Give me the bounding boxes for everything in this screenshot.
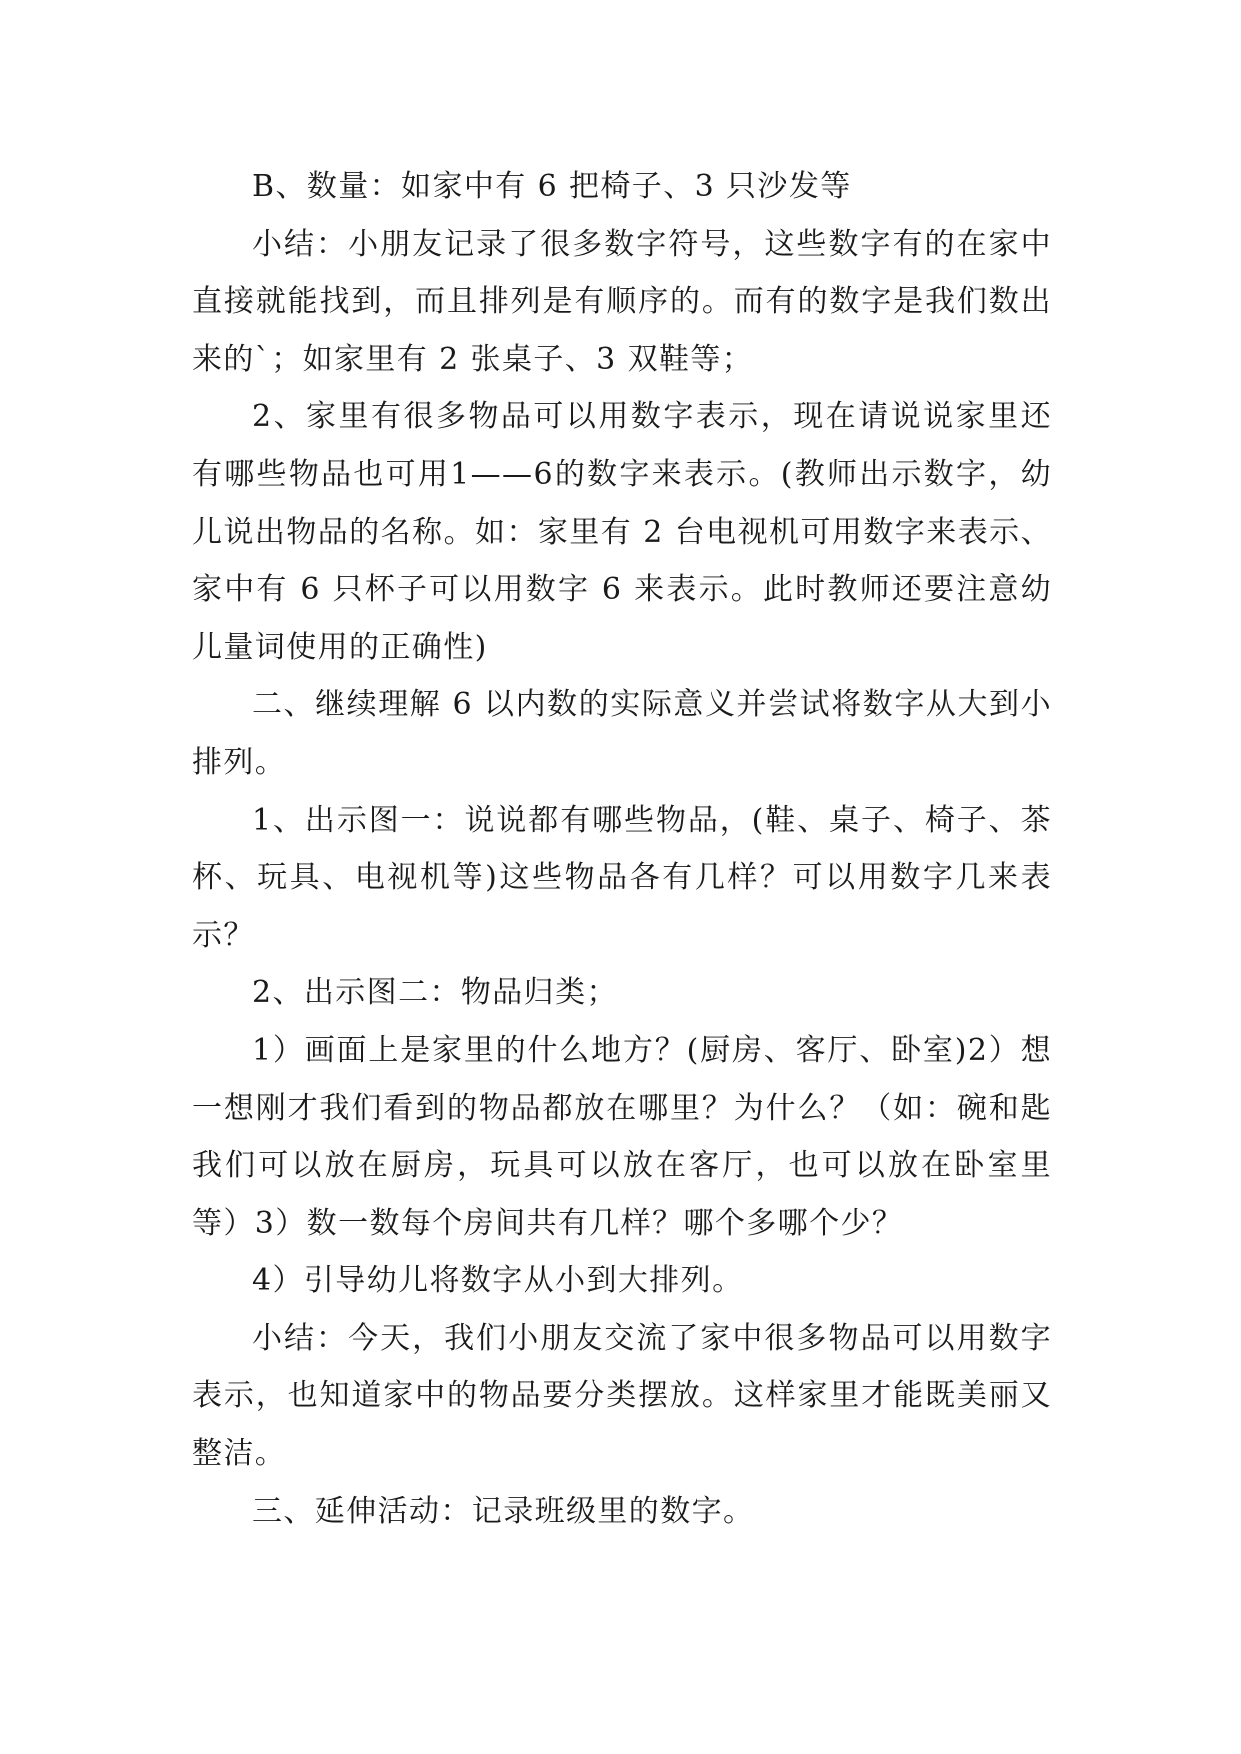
paragraph-figure-1: 1、出示图一：说说都有哪些物品，(鞋、桌子、椅子、茶杯、玩具、电视机等)这些物品各有几样？可以用数字几来表示？ <box>192 802 1052 953</box>
paragraph-ordering: 4）引导幼儿将数字从小到大排列。 <box>252 1263 744 1299</box>
paragraph-questions: 1）画面上是家里的什么地方？(厨房、客厅、卧室)2）想一想刚才我们看到的物品都放在哪里？为什么？（如：碗和匙我们可以放在厨房，玩具可以放在客厅，也可以放在卧室里等）3）数一数每个房间共有几样？哪个多哪个少？ <box>192 1032 1052 1241</box>
paragraph-section-3: 三、延伸活动：记录班级里的数字。 <box>252 1493 755 1529</box>
paragraph-summary-1: 小结：小朋友记录了很多数字符号，这些数字有的在家中直接就能找到，而且排列是有顺序的。而有的数字是我们数出来的`；如家里有 2 张桌子、3 双鞋等； <box>192 226 1052 377</box>
paragraph-quantity: B、数量：如家中有 6 把椅子、3 只沙发等 <box>252 169 852 204</box>
paragraph-step-2: 2、家里有很多物品可以用数字表示，现在请说说家里还有哪些物品也可用1——6的数字来表示。(教师出示数字，幼儿说出物品的名称。如：家里有 2 台电视机可用数字来表示、家中有 6 只杯子可以用数字 6 来表示。此时教师还要注意幼儿量词使用的正确性) <box>192 399 1052 665</box>
document-body <box>192 158 1052 1540</box>
paragraph-section-2: 二、继续理解 6 以内数的实际意义并尝试将数字从大到小排列。 <box>192 687 1052 780</box>
paragraph-summary-2: 小结：今天，我们小朋友交流了家中很多物品可以用数字表示，也知道家中的物品要分类摆放。这样家里才能既美丽又整洁。 <box>192 1320 1052 1472</box>
paragraph-figure-2: 2、出示图二：物品归类； <box>252 975 618 1011</box>
